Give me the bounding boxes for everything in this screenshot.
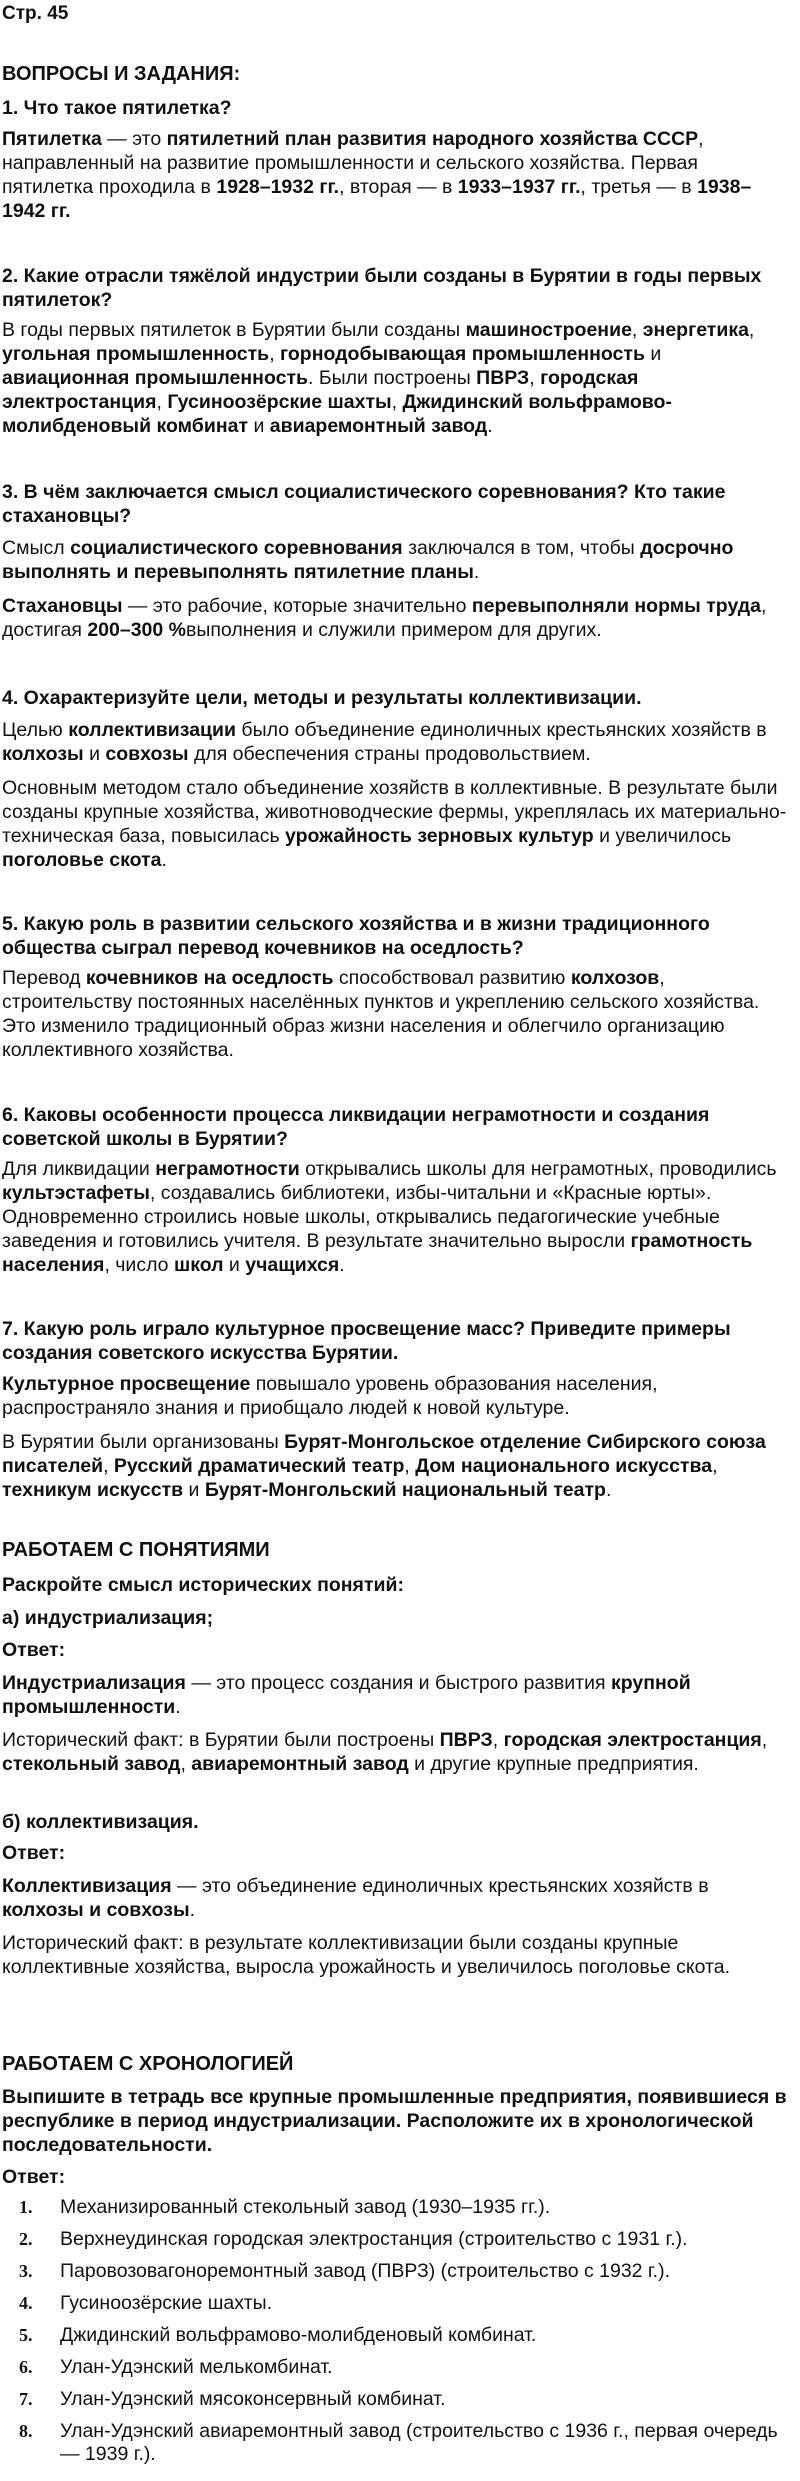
chronology-task: Выпишите в тетрадь все крупные промышленные предприятия, появившиеся в республике в период индустриализации. Расположите их в хронологической последовательности. (2, 2086, 787, 2156)
list-item: 3. Паровозовагоноремонтный завод (ПВРЗ) (строительство с 1932 г.). (19, 2260, 670, 2282)
question-2: 2. Какие отрасли тяжёлой индустрии были созданы в Бурятии в годы первых пятилеток? (2, 265, 762, 311)
page-number: Стр. 45 (2, 3, 69, 24)
concept-b-fact: Исторический факт: в результате коллективизации были созданы крупные коллективные хозяйства, выросла урожайность и увеличилось поголовье скота. (2, 1932, 731, 1978)
answer-4-part-1: Целью коллективизации было объединение единоличных крестьянских хозяйств в колхозы и совхозы для обеспечения страны продовольствием. (2, 719, 767, 765)
question-7: 7. Какую роль играло культурное просвещение масс? Приведите примеры создания советского искусства Бурятии. (2, 1318, 731, 1364)
answer-1: Пятилетка — это пятилетний план развития народного хозяйства СССР, направленный на развитие промышленности и сельского хозяйства. Первая пятилетка проходила в 1928–1932 гг., вторая — в 1933–1937 гг., третья — в 1938–1942 гг. (2, 128, 752, 222)
question-5: 5. Какую роль в развитии сельского хозяйства и в жизни традиционного общества сыграл перевод кочевников на оседлость? (2, 913, 710, 959)
concept-a-label: а) индустриализация; (2, 1607, 214, 1629)
list-item: 6. Улан-Удэнский мелькомбинат. (19, 2356, 333, 2378)
concepts-task: Раскройте смысл исторических понятий: (2, 1574, 404, 1596)
chronology-answer-label: Ответ: (2, 2166, 66, 2188)
list-item: 2. Верхнеудинская городская электростанция (строительство с 1931 г.). (19, 2228, 688, 2250)
list-item: 7. Улан-Удэнский мясоконсервный комбинат. (19, 2388, 446, 2410)
answer-7-part-1: Культурное просвещение повышало уровень образования населения, распространяло знания и приобщало людей к новой культуре. (2, 1373, 658, 1419)
concept-a-answer-label: Ответ: (2, 1639, 66, 1661)
answer-6: Для ликвидации неграмотности открывались школы для неграмотных, проводились культэстафеты, создавались библиотеки, избы-читальни и «Красные юрты». Одновременно строились новые школы, открывались педагогические учебные заведения и готовились учителя. В результате значительно выросли грамотность населения, число школ и учащихся. (2, 1158, 777, 1276)
section-chronology-heading: РАБОТАЕМ С ХРОНОЛОГИЕЙ (2, 2053, 294, 2075)
concept-a-fact: Исторический факт: в Бурятии были построены ПВРЗ, городская электростанция, стекольный завод, авиаремонтный завод и другие крупные предприятия. (2, 1729, 768, 1775)
answer-2: В годы первых пятилеток в Бурятии были созданы машиностроение, энергетика, угольная промышленность, горнодобывающая промышленность и авиационная промышленность. Были построены ПВРЗ, городская электростанция, Гусиноозёрские шахты, Джидинский вольфрамово-молибденовый комбинат и авиаремонтный завод. (2, 319, 755, 437)
list-item: 4. Гусиноозёрские шахты. (19, 2292, 273, 2314)
question-1: 1. Что такое пятилетка? (2, 97, 232, 119)
answer-3-part-2: Стахановцы — это рабочие, которые значительно перевыполняли нормы труда, достигая 200–300 %выполнения и служили примером для других. (2, 595, 767, 641)
answer-4-part-2: Основным методом стало объединение хозяйств в коллективные. В результате были созданы крупные хозяйства, животноводческие фермы, укреплялась их материально-техническая база, повысилась урожайность зерновых культур и увеличилось поголовье скота. (2, 777, 787, 871)
list-item: 1. Механизированный стекольный завод (1930–1935 гг.). (19, 2196, 551, 2218)
concept-b-answer-label: Ответ: (2, 1842, 66, 1864)
section-concepts-heading: РАБОТАЕМ С ПОНЯТИЯМИ (2, 1539, 270, 1561)
question-3: 3. В чём заключается смысл социалистического соревнования? Кто такие стахановцы? (2, 481, 726, 527)
list-item: 5. Джидинский вольфрамово-молибденовый комбинат. (19, 2324, 537, 2346)
answer-7-part-2: В Бурятии были организованы Бурят-Монгольское отделение Сибирского союза писателей, Русский драматический театр, Дом национального искусства, техникум искусств и Бурят-Монгольский национальный театр. (2, 1431, 766, 1501)
question-6: 6. Каковы особенности процесса ликвидации неграмотности и создания советской школы в Бурятии? (2, 1104, 710, 1150)
question-4: 4. Охарактеризуйте цели, методы и результаты коллективизации. (2, 687, 642, 709)
answer-5: Перевод кочевников на оседлость способствовал развитию колхозов, строительству постоянных населённых пунктов и укреплению сельского хозяйства. Это изменило традиционный образ жизни населения и облегчило организацию коллективного хозяйства. (2, 967, 760, 1061)
concept-b-label: б) коллективизация. (2, 1811, 199, 1833)
answer-3-part-1: Смысл социалистического соревнования заключался в том, чтобы досрочно выполнять и перевыполнять пятилетние планы. (2, 537, 734, 583)
list-item: 8. Улан-Удэнский авиаремонтный завод (строительство с 1936 г., первая очередь — 1939 г.). (19, 2420, 778, 2465)
chronology-list (2, 2196, 792, 2466)
concept-a-definition: Индустриализация — это процесс создания и быстрого развития крупной промышленности. (2, 1672, 691, 1718)
concept-b-definition: Коллективизация — это объединение единоличных крестьянских хозяйств в колхозы и совхозы. (2, 1875, 709, 1921)
section-questions-heading: ВОПРОСЫ И ЗАДАНИЯ: (2, 63, 241, 85)
